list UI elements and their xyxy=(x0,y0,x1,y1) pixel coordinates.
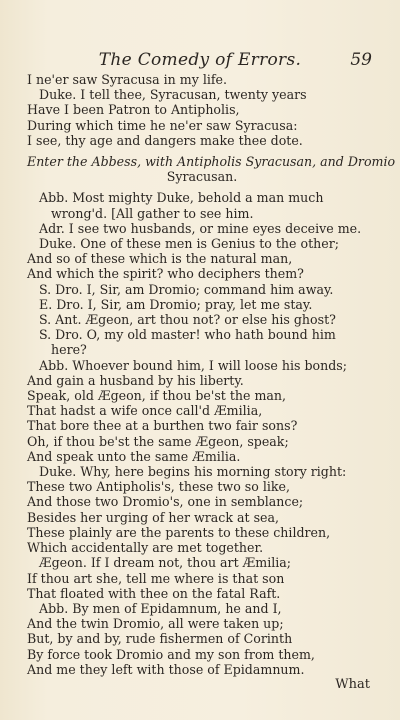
text-line: That hadst a wife once call'd Æmilia, xyxy=(27,403,263,419)
text-line: here? xyxy=(51,342,87,358)
speech-line: Abb. Most mighty Duke, behold a man much xyxy=(39,190,324,206)
text-line: wrong'd. [All gather to see him. xyxy=(51,205,254,221)
play-text xyxy=(27,72,396,677)
text-line: And the twin Dromio, all were taken up; xyxy=(27,616,284,632)
page-number: 59 xyxy=(350,50,372,70)
text-line: And which the spirit? who deciphers them? xyxy=(27,266,304,282)
text-line: Which accidentally are met together. xyxy=(27,540,264,556)
text-line: Speak, old Ægeon, if thou be'st the man, xyxy=(27,388,287,404)
text-line: Have I been Patron to Antipholis, xyxy=(27,102,240,118)
running-title: The Comedy of Errors. xyxy=(98,50,302,70)
speech-line: Abb. By men of Epidamnum, he and I, xyxy=(39,600,282,616)
speech-line: E. Dro. I, Sir, am Dromio; pray, let me stay. xyxy=(39,296,313,312)
speech-line: Abb. Whoever bound him, I will loose his bonds; xyxy=(39,357,348,373)
text-line: But, by and by, rude fishermen of Corinth xyxy=(27,631,293,647)
stage-direction: Syracusan. xyxy=(166,169,238,185)
speech-line: Adr. I see two husbands, or mine eyes deceive me. xyxy=(39,220,362,236)
text-line: And speak unto the same Æmilia. xyxy=(27,448,241,464)
text-line: I ne'er saw Syracusa in my life. xyxy=(27,72,228,87)
catchword: What xyxy=(335,677,370,692)
speech-line: Duke. Why, here begins his morning story right: xyxy=(39,464,347,480)
text-line: These plainly are the parents to these children, xyxy=(27,524,331,540)
speech-line: S. Dro. O, my old master! who hath bound him xyxy=(39,327,336,343)
text-line: And gain a husband by his liberty. xyxy=(27,372,244,388)
speech-line: S. Dro. I, Sir, am Dromio; command him away. xyxy=(39,281,334,297)
text-line: During which time he ne'er saw Syracusa: xyxy=(27,117,298,133)
text-line: And me they left with those of Epidamnum. xyxy=(27,661,305,677)
speech-line: Duke. One of these men is Genius to the other; xyxy=(39,236,339,252)
text-line: These two Antipholis's, these two so like, xyxy=(27,479,290,495)
text-line: That bore thee at a burthen two fair sons? xyxy=(27,418,298,434)
text-line: I see, thy age and dangers make thee dote. xyxy=(27,132,303,148)
text-line: And so of these which is the natural man, xyxy=(27,251,293,267)
text-line: If thou art she, tell me where is that son xyxy=(27,570,285,586)
stage-direction: Enter the Abbess, with Antipholis Syracusan, and Dromio xyxy=(27,154,396,170)
text-line: Besides her urging of her wrack at sea, xyxy=(27,509,279,525)
speech-line: S. Ant. Ægeon, art thou not? or else his ghost? xyxy=(39,312,336,328)
speech-line: Ægeon. If I dream not, thou art Æmilia; xyxy=(39,555,292,571)
text-line: By force took Dromio and my son from them, xyxy=(27,646,315,662)
text-line: Oh, if thou be'st the same Ægeon, speak; xyxy=(27,433,289,449)
page-header xyxy=(0,50,400,72)
speech-line: Duke. I tell thee, Syracusan, twenty years xyxy=(39,87,307,103)
text-line: That floated with thee on the fatal Raft. xyxy=(27,585,281,601)
text-line: And those two Dromio's, one in semblance; xyxy=(27,494,304,510)
